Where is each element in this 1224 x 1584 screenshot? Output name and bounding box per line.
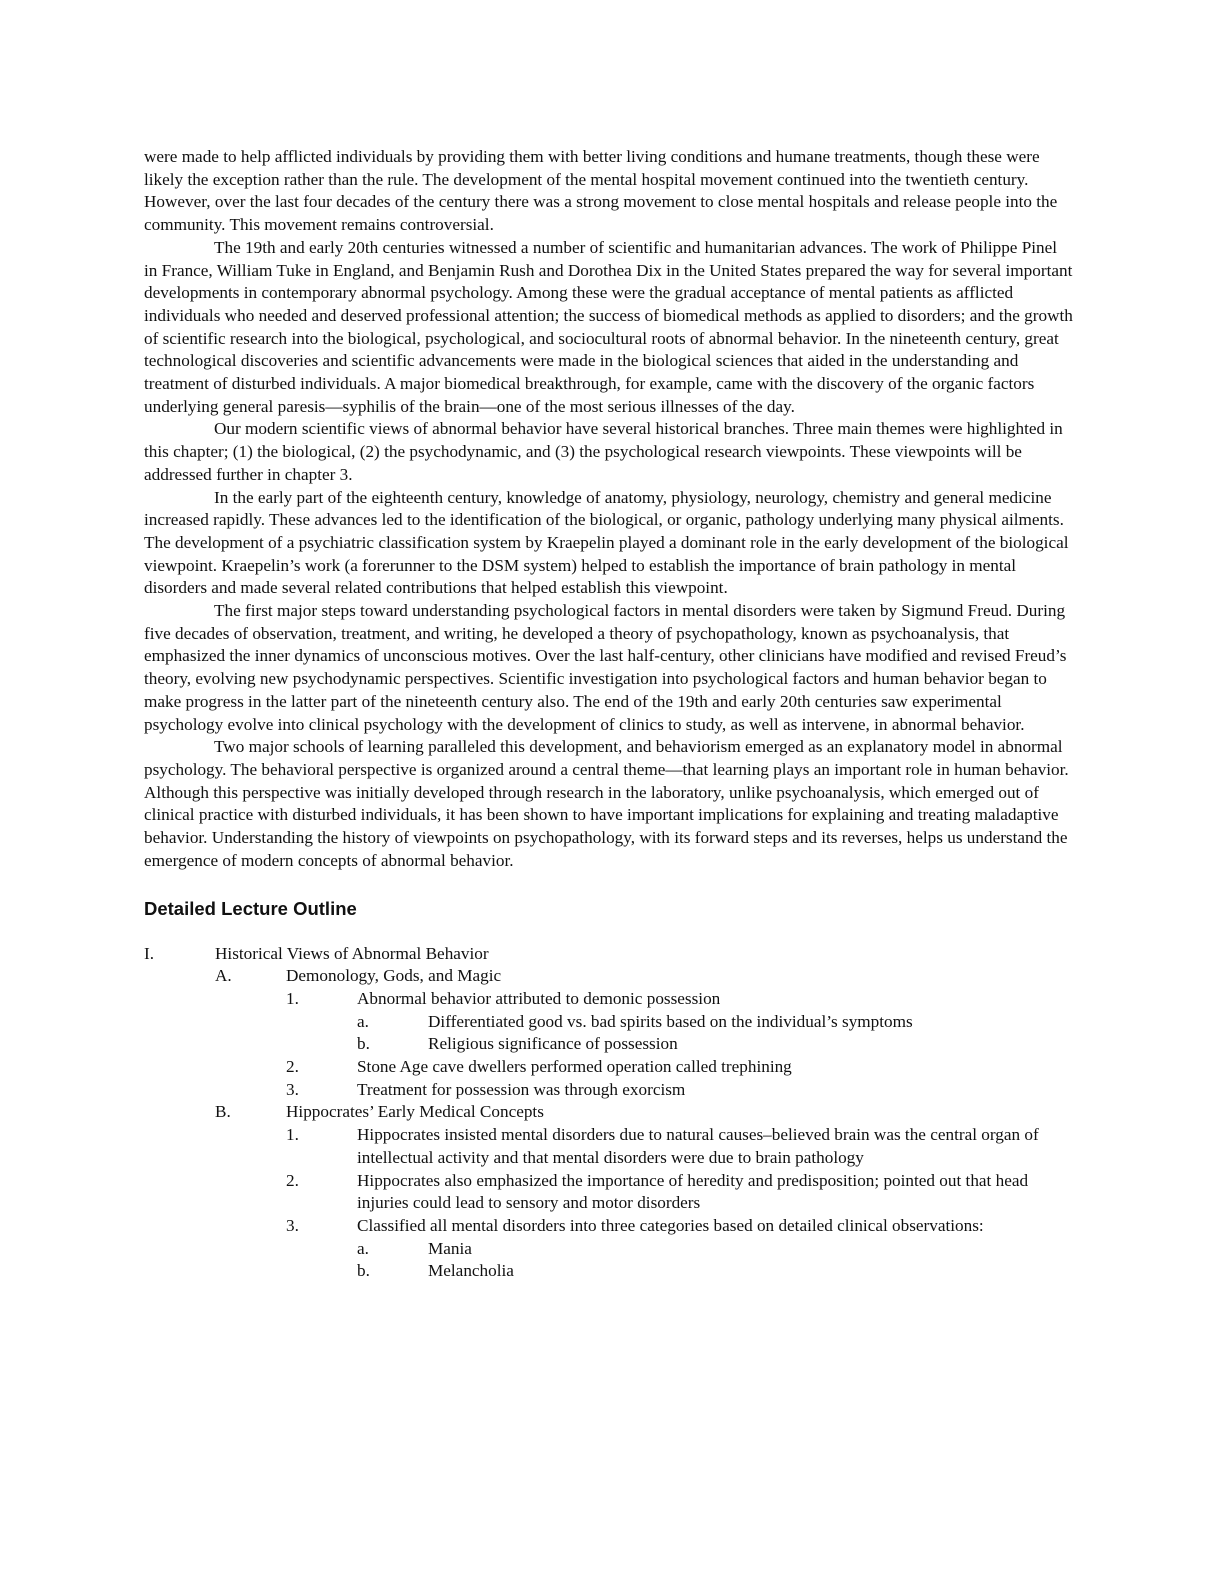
outline-number: B.: [215, 1102, 231, 1122]
outline-text: Mania: [428, 1238, 472, 1258]
outline-number: 2.: [286, 1170, 299, 1190]
outline-number: a.: [357, 1011, 369, 1031]
summary-text: [144, 146, 1074, 873]
outline-number: 1.: [286, 988, 299, 1008]
outline-text: Differentiated good vs. bad spirits based on the individual’s symptoms: [428, 1011, 913, 1031]
outline-number: A.: [215, 966, 232, 986]
outline-item: [144, 1011, 1074, 1034]
outline-number: 3.: [286, 1215, 299, 1235]
outline-number: a.: [357, 1238, 369, 1258]
outline-item: [144, 1124, 1074, 1169]
paragraph: In the early part of the eighteenth century, knowledge of anatomy, physiology, neurology, chemistry and general medicine increased rapidly. These advances led to the identification of the biological, or organic, pathology underlying many physical ailments. The development of a psychiatric classification system by Kraepelin played a dominant role in the early development of the biological viewpoint. Kraepelin’s work (a forerunner to the DSM system) helped to establish the importance of brain pathology in mental disorders and made several related contributions that helped establish this viewpoint.: [144, 487, 1069, 598]
paragraph: Our modern scientific views of abnormal behavior have several historical branches. Three main themes were highlighted in this chapter; (1) the biological, (2) the psychodynamic, and (3) the psychological research viewpoints. These viewpoints will be addressed further in chapter 3.: [144, 419, 1063, 484]
outline-text: Stone Age cave dwellers performed operation called trephining: [357, 1057, 792, 1077]
outline-number: b.: [357, 1261, 370, 1281]
outline-text: Hippocrates also emphasized the importance of heredity and predisposition; pointed out that head injuries could lead to sensory and motor disorders: [357, 1170, 1029, 1213]
outline-item: [144, 965, 1074, 988]
outline-text: Hippocrates insisted mental disorders due to natural causes–believed brain was the central organ of intellectual activity and that mental disorders were due to brain pathology: [357, 1125, 1039, 1167]
outline-text: Religious significance of possession: [428, 1034, 678, 1054]
paragraph: Two major schools of learning paralleled this development, and behaviorism emerged as an explanatory model in abnormal psychology. The behavioral perspective is organized around a central theme—that learning plays an important role in human behavior. Although this perspective was initially developed through research in the laboratory, unlike psychoanalysis, which emerged out of clinical practice with disturbed individuals, it has been shown to have important implications for explaining and treating maladaptive behavior. Understanding the history of viewpoints on psychopathology, with its forward steps and its reverses, helps us understand the emergence of modern concepts of abnormal behavior.: [144, 737, 1069, 870]
outline-item: [144, 943, 1074, 966]
section-heading: Detailed Lecture Outline: [144, 897, 357, 919]
outline-item: [144, 1101, 1074, 1124]
outline-number: b.: [357, 1034, 370, 1054]
outline-item: [144, 1238, 1074, 1261]
outline-item: [144, 1260, 1074, 1283]
outline-text: Treatment for possession was through exorcism: [357, 1079, 686, 1099]
outline-item: [144, 988, 1074, 1011]
outline-number: I.: [144, 943, 155, 963]
outline-number: 1.: [286, 1125, 299, 1145]
outline-text: Hippocrates’ Early Medical Concepts: [286, 1102, 544, 1122]
outline-item: [144, 1215, 1074, 1238]
outline-text: Historical Views of Abnormal Behavior: [215, 943, 489, 963]
outline-number: 2.: [286, 1057, 299, 1077]
outline-item: [144, 1033, 1074, 1056]
outline-text: Demonology, Gods, and Magic: [286, 966, 502, 986]
lecture-outline: [144, 943, 1074, 1284]
outline-text: Classified all mental disorders into three categories based on detailed clinical observations:: [357, 1215, 984, 1235]
outline-item: [144, 1056, 1074, 1079]
outline-number: 3.: [286, 1079, 299, 1099]
paragraph: were made to help afflicted individuals by providing them with better living conditions and humane treatments, though these were likely the exception rather than the rule. The development of the mental hospital movement continued into the twentieth century. However, over the last four decades of the century there was a strong movement to close mental hospitals and release people into the community. This movement remains controversial.: [144, 147, 1058, 235]
paragraph: The first major steps toward understanding psychological factors in mental disorders were taken by Sigmund Freud. During five decades of observation, treatment, and writing, he developed a theory of psychopathology, known as psychoanalysis, that emphasized the inner dynamics of unconscious motives. Over the last half-century, other clinicians have modified and revised Freud’s theory, evolving new psychodynamic perspectives. Scientific investigation into psychological factors and human behavior began to make progress in the latter part of the nineteenth century also. The end of the 19th and early 20th centuries saw experimental psychology evolve into clinical psychology with the development of clinics to study, as well as intervene, in abnormal behavior.: [144, 601, 1067, 734]
outline-text: Melancholia: [428, 1261, 514, 1281]
outline-item: [144, 1170, 1074, 1215]
outline-item: [144, 1079, 1074, 1102]
paragraph: The 19th and early 20th centuries witnessed a number of scientific and humanitarian advances. The work of Philippe Pinel in France, William Tuke in England, and Benjamin Rush and Dorothea Dix in the United States prepared the way for several important developments in contemporary abnormal psychology. Among these were the gradual acceptance of mental patients as afflicted individuals who needed and deserved professional attention; the success of biomedical methods as applied to disorders; and the growth of scientific research into the biological, psychological, and sociocultural roots of abnormal behavior. In the nineteenth century, great technological discoveries and scientific advancements were made in the biological sciences that aided in the understanding and treatment of disturbed individuals. A major biomedical breakthrough, for example, came with the discovery of the organic factors underlying general paresis—syphilis of the brain—one of the most serious illnesses of the day.: [144, 237, 1073, 416]
outline-text: Abnormal behavior attributed to demonic possession: [357, 988, 721, 1008]
